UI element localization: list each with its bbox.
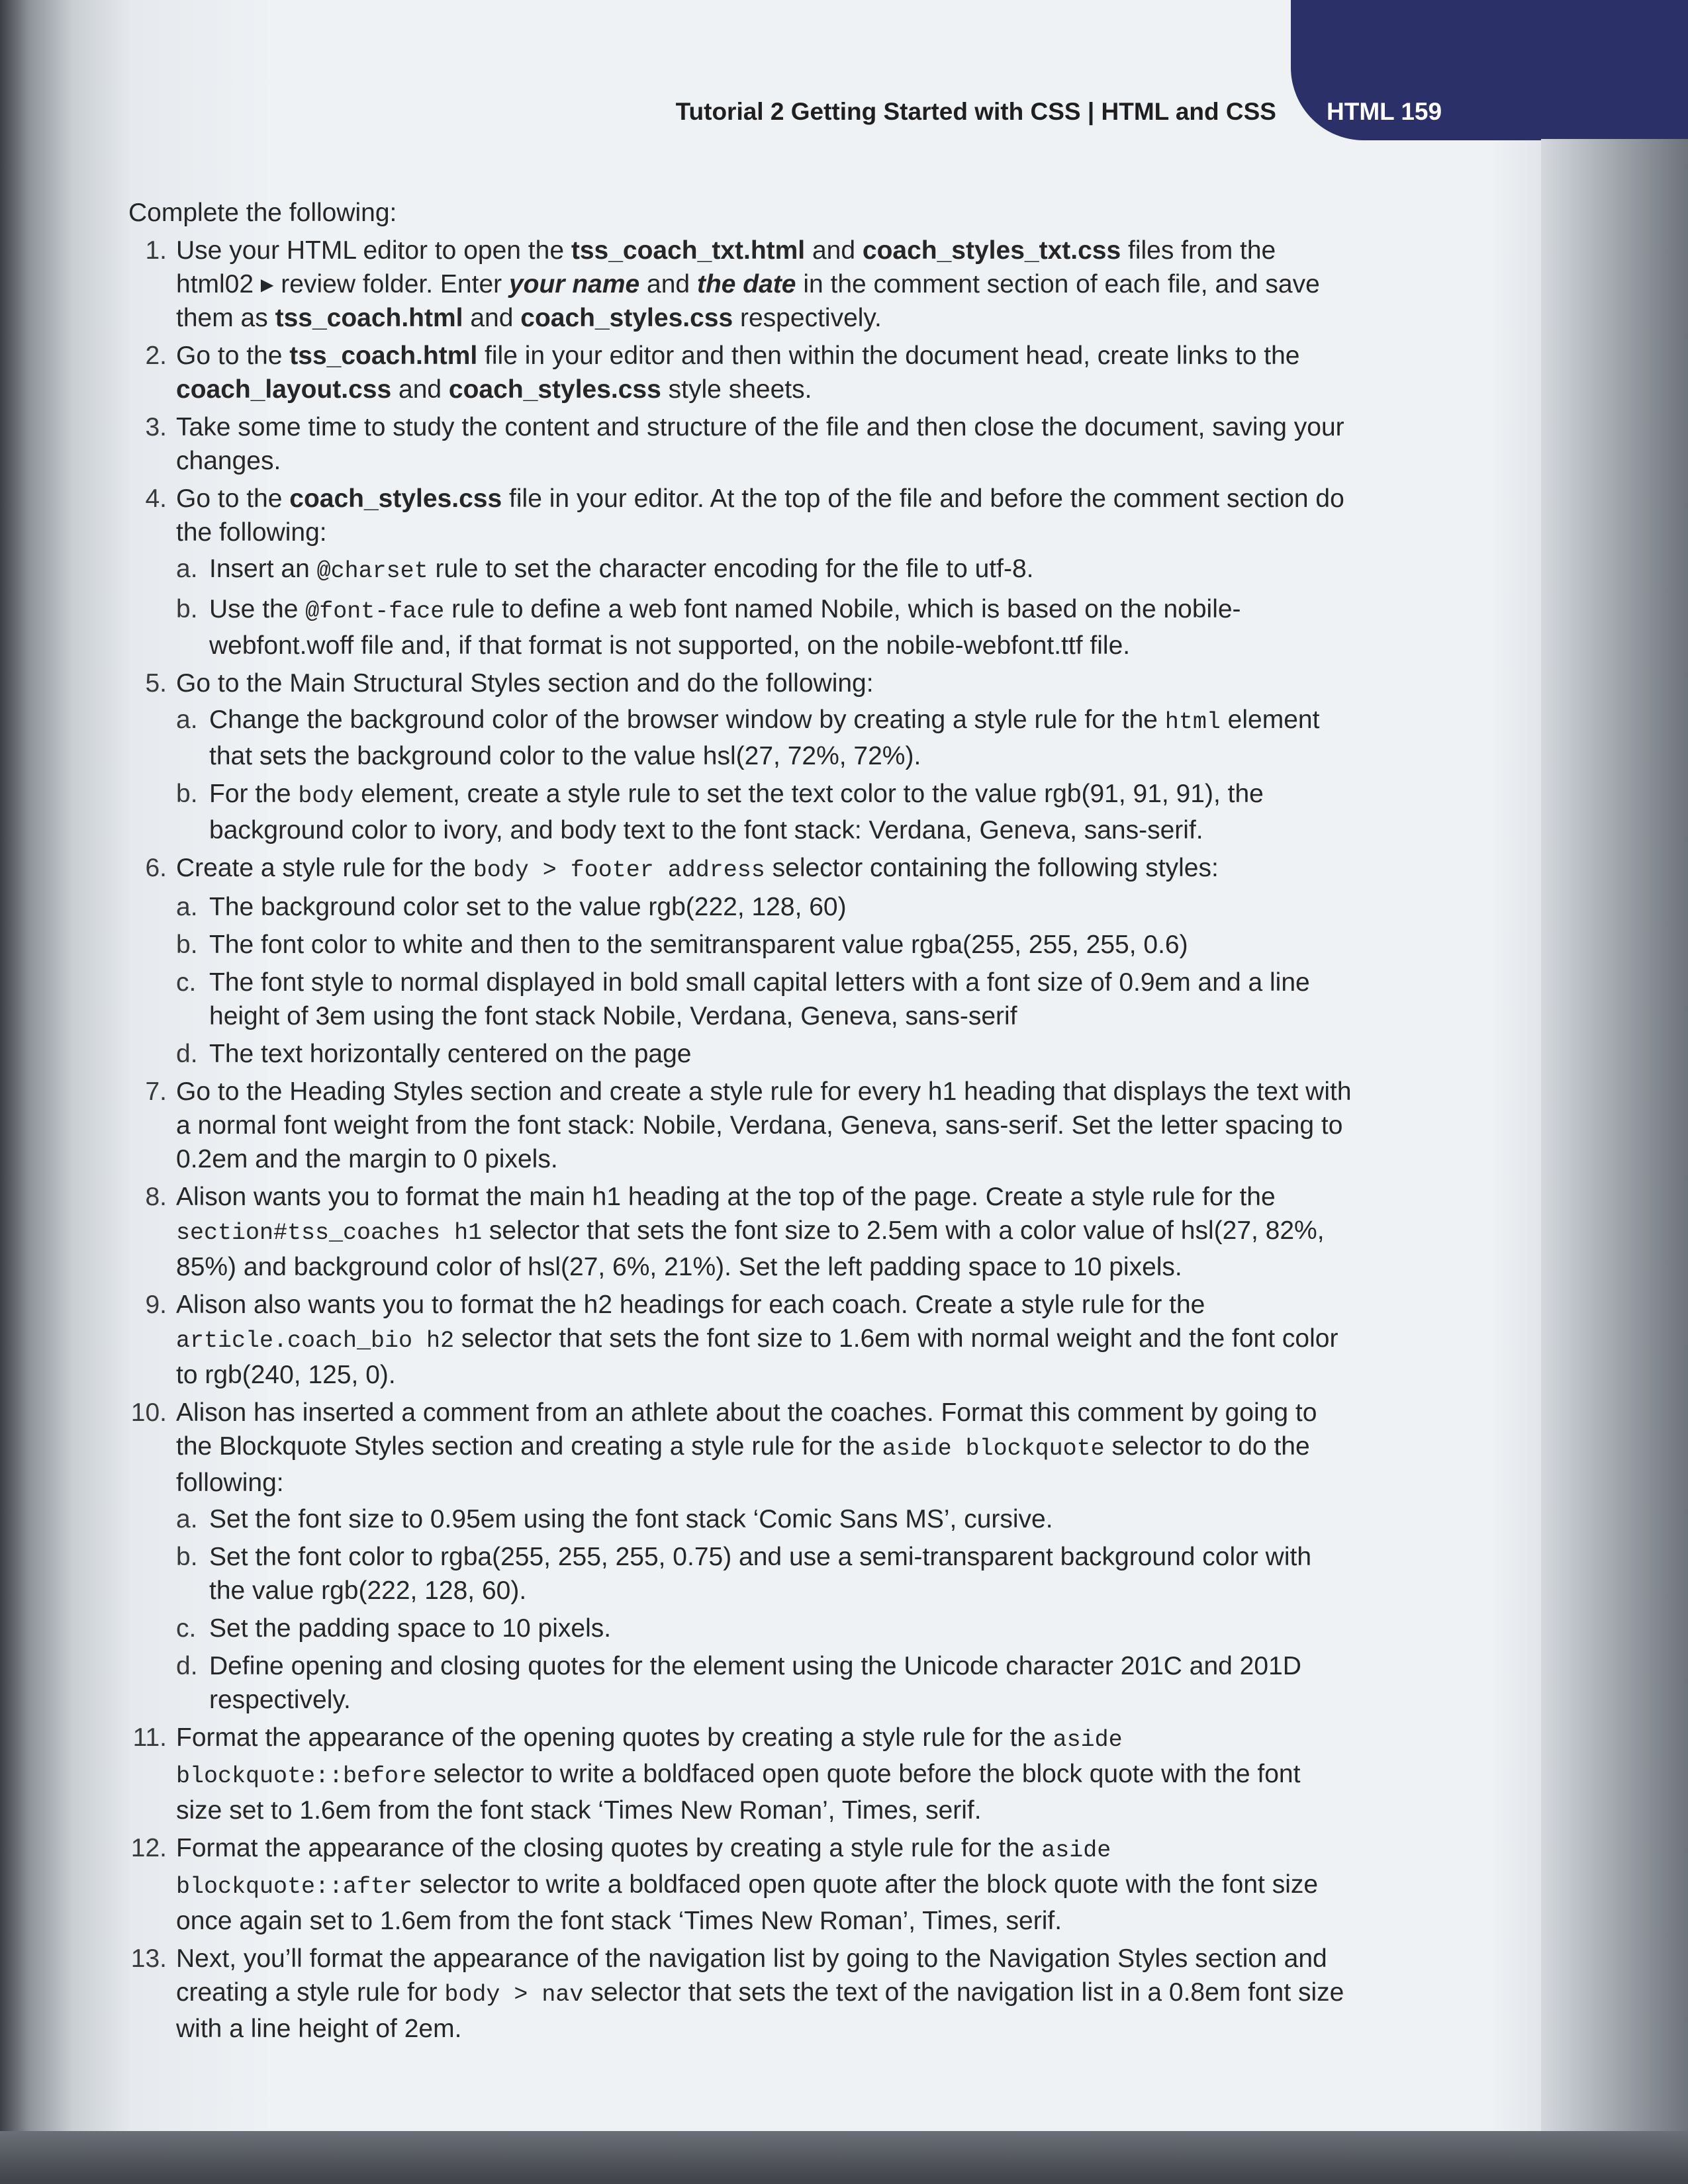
text-fragment: The text horizontally centered on the page: [209, 1040, 692, 1068]
emphasis-fragment: the date: [696, 270, 796, 298]
gutter-tab-edge: [1541, 0, 1688, 139]
step-item: [128, 482, 1353, 662]
code-fragment: aside blockquote::before: [176, 1727, 1123, 1790]
step-number: 8.: [145, 1183, 167, 1211]
step-item: [128, 1831, 1353, 1938]
substep-letter: a.: [176, 893, 198, 921]
substep-letter: d.: [176, 1040, 198, 1068]
code-fragment: body > footer address: [473, 857, 765, 884]
substep-item: [176, 1540, 1353, 1608]
step-text: [176, 1942, 1353, 2046]
emphasis-fragment: coach_styles_txt.css: [862, 236, 1121, 265]
substep-letter: a.: [176, 555, 198, 583]
substep-text: [209, 890, 1353, 924]
step-text: [176, 339, 1353, 406]
step-text: [176, 1721, 1353, 1827]
substep-item: [176, 890, 1353, 924]
step-item: [128, 666, 1353, 847]
step-number: 9.: [145, 1291, 167, 1319]
emphasis-fragment: coach_styles.css: [289, 484, 502, 513]
step-text: [176, 410, 1353, 478]
text-fragment: selector that sets the font size to 2.5em with a color value of hsl(27, 82%, 85%) and background color of hsl(27, 6%, 21%). Set the left padding space to 10 pixels.: [176, 1216, 1325, 1281]
emphasis-fragment: your name: [508, 270, 640, 298]
step-text: [176, 666, 1353, 700]
intro-text: Complete the following:: [128, 199, 397, 227]
text-fragment: Go to the Heading Styles section and create a style rule for every h1 heading that displays the text with a normal font weight from the font stack: Nobile, Verdana, Geneva, sans-serif. Set the letter spacing to 0.2em and the margin to 0 pixels.: [176, 1077, 1352, 1173]
substep-text: [209, 552, 1353, 588]
substep-text: [209, 928, 1353, 962]
text-fragment: selector to do the following:: [176, 1432, 1310, 1497]
substep-letter: a.: [176, 1505, 198, 1533]
text-fragment: selector containing the following styles:: [765, 854, 1219, 882]
substep-text: [209, 777, 1353, 847]
text-fragment: The font color to white and then to the semitransparent value rgba(255, 255, 255, 0.6): [209, 931, 1188, 959]
text-fragment: Go to the: [176, 341, 290, 370]
text-fragment: file in your editor. At the top of the file and before the comment section do the following:: [176, 484, 1344, 547]
substep-letter: b.: [176, 1543, 198, 1571]
text-fragment: The background color set to the value rgb(222, 128, 60): [209, 893, 847, 921]
step-number: 13.: [130, 1944, 167, 1973]
text-fragment: The font style to normal displayed in bold small capital letters with a font size of 0.9em and a line height of 3em using the font stack Nobile, Verdana, Geneva, sans-serif: [209, 968, 1310, 1030]
code-fragment: aside blockquote::after: [176, 1837, 1111, 1900]
text-fragment: Alison has inserted a comment from an athlete about the coaches. Format this comment by going to the Blockquote Styles section and creating a style rule for the: [176, 1398, 1317, 1461]
step-text: [176, 1396, 1353, 1500]
text-fragment: For the: [209, 780, 299, 808]
emphasis-fragment: coach_styles.css: [520, 304, 733, 332]
text-fragment: Alison also wants you to format the h2 headings for each coach. Create a style rule for the: [176, 1291, 1205, 1319]
substep-text: [209, 1502, 1353, 1536]
substep-item: [176, 1649, 1353, 1717]
text-fragment: file in your editor and then within the document head, create links to the: [477, 341, 1300, 370]
emphasis-fragment: tss_coach.html: [289, 341, 478, 370]
substep-item: [176, 966, 1353, 1033]
step-text: [176, 1075, 1353, 1176]
substep-item: [176, 1502, 1353, 1536]
text-fragment: in the comment section of each file, and save them as: [176, 270, 1320, 332]
running-header: Tutorial 2 Getting Started with CSS | HTML and CSS: [675, 98, 1276, 125]
step-item: [128, 1942, 1353, 2046]
emphasis-fragment: tss_coach.html: [275, 304, 463, 332]
substep-text: [209, 1037, 1353, 1071]
substep-letter: c.: [176, 968, 197, 997]
substep-text: [209, 703, 1353, 773]
substep-letter: b.: [176, 595, 198, 623]
step-number: 1.: [145, 236, 167, 265]
step-text: [176, 1831, 1353, 1938]
substep-item: [176, 1612, 1353, 1645]
step-number: 10.: [130, 1398, 167, 1427]
step-text: [176, 234, 1353, 335]
code-fragment: section#tss_coaches h1: [176, 1220, 483, 1246]
substep-item: [176, 552, 1353, 588]
text-fragment: respectively.: [733, 304, 882, 332]
step-item: [128, 1288, 1353, 1392]
substep-item: [176, 703, 1353, 773]
substep-letter: c.: [176, 1614, 197, 1643]
step-number: 11.: [132, 1723, 167, 1752]
step-item: [128, 234, 1353, 335]
book-gutter: [1541, 0, 1688, 2184]
substeps-list: [176, 703, 1353, 847]
step-text: [176, 1288, 1353, 1392]
substep-letter: b.: [176, 780, 198, 808]
code-fragment: body > nav: [444, 1981, 584, 2008]
exercise-content: [128, 196, 1353, 2050]
text-fragment: Use the: [209, 595, 306, 623]
substep-letter: a.: [176, 705, 198, 734]
substeps-list: [176, 1502, 1353, 1717]
code-fragment: body: [298, 783, 354, 809]
text-fragment: and: [639, 270, 697, 298]
substep-text: [209, 1540, 1353, 1608]
text-fragment: Set the padding space to 10 pixels.: [209, 1614, 612, 1643]
step-item: [128, 339, 1353, 406]
step-number: 12.: [130, 1834, 167, 1862]
text-fragment: Define opening and closing quotes for the element using the Unicode character 201C and 201D respectively.: [209, 1652, 1301, 1714]
step-number: 7.: [145, 1077, 167, 1106]
substep-text: [209, 1649, 1353, 1717]
text-fragment: Use your HTML editor to open the: [176, 236, 571, 265]
code-fragment: aside blockquote: [882, 1435, 1105, 1462]
substep-item: [176, 592, 1353, 662]
text-fragment: Next, you’ll format the appearance of the navigation list by going to the Navigation Styles section and creating a style rule for: [176, 1944, 1327, 2007]
page-bottom-shadow: [0, 2131, 1688, 2184]
text-fragment: style sheets.: [661, 375, 812, 404]
text-fragment: selector to write a boldfaced open quote before the block quote with the font size set to 1.6em from the font stack ‘Times New Roman’, Times, serif.: [176, 1760, 1301, 1825]
code-fragment: html: [1164, 709, 1221, 735]
code-fragment: @font-face: [305, 598, 445, 625]
text-fragment: element, create a style rule to set the text color to the value rgb(91, 91, 91), the background color to ivory, and body text to the font stack: Verdana, Geneva, sans-serif.: [209, 780, 1264, 844]
substeps-list: [176, 552, 1353, 662]
text-fragment: and: [391, 375, 449, 404]
substep-item: [176, 1037, 1353, 1071]
page-number-label: HTML 159: [1327, 98, 1442, 125]
substeps-list: [176, 890, 1353, 1071]
substep-item: [176, 777, 1353, 847]
substep-item: [176, 928, 1353, 962]
step-item: [128, 1180, 1353, 1284]
substep-text: [209, 966, 1353, 1033]
step-number: 4.: [145, 484, 167, 513]
step-item: [128, 851, 1353, 1071]
text-fragment: and: [463, 304, 521, 332]
step-item: [128, 1721, 1353, 1827]
step-number: 2.: [145, 341, 167, 370]
text-fragment: Create a style rule for the: [176, 854, 473, 882]
step-item: [128, 410, 1353, 478]
emphasis-fragment: tss_coach_txt.html: [571, 236, 806, 265]
text-fragment: Format the appearance of the opening quotes by creating a style rule for the: [176, 1723, 1053, 1752]
text-fragment: selector that sets the font size to 1.6em with normal weight and the font color to rgb(240, 125, 0).: [176, 1324, 1338, 1389]
text-fragment: and: [805, 236, 863, 265]
text-fragment: selector that sets the text of the navigation list in a 0.8em font size with a line height of 2em.: [176, 1978, 1344, 2043]
text-fragment: Format the appearance of the closing quotes by creating a style rule for the: [176, 1834, 1042, 1862]
text-fragment: Set the font color to rgba(255, 255, 255, 0.75) and use a semi-transparent background color with the value rgb(222, 128, 60).: [209, 1543, 1312, 1605]
text-fragment: files from the html02 ▸ review folder. Enter: [176, 236, 1276, 298]
text-fragment: selector to write a boldfaced open quote after the block quote with the font size once again set to 1.6em from the font stack ‘Times New Roman’, Times, serif.: [176, 1870, 1319, 1935]
substep-text: [209, 1612, 1353, 1645]
code-fragment: article.coach_bio h2: [176, 1328, 455, 1354]
step-number: 5.: [145, 669, 167, 698]
step-item: [128, 1396, 1353, 1717]
emphasis-fragment: coach_styles.css: [448, 375, 661, 404]
text-fragment: rule to define a web font named Nobile, which is based on the nobile-webfont.woff file and, if that format is not supported, on the nobile-webfont.ttf file.: [209, 595, 1241, 660]
text-fragment: Go to the: [176, 484, 290, 513]
code-fragment: @charset: [316, 558, 428, 584]
step-text: [176, 482, 1353, 549]
text-fragment: Alison wants you to format the main h1 heading at the top of the page. Create a style rule for the: [176, 1183, 1276, 1211]
text-fragment: Set the font size to 0.95em using the font stack ‘Comic Sans MS’, cursive.: [209, 1505, 1053, 1533]
step-item: [128, 1075, 1353, 1176]
text-fragment: Change the background color of the browser window by creating a style rule for the: [209, 705, 1165, 734]
substep-text: [209, 592, 1353, 662]
text-fragment: element that sets the background color to the value hsl(27, 72%, 72%).: [209, 705, 1320, 770]
step-number: 3.: [145, 413, 167, 441]
text-fragment: rule to set the character encoding for the file to utf-8.: [428, 555, 1034, 583]
substep-letter: b.: [176, 931, 198, 959]
steps-list: [128, 234, 1353, 2046]
text-fragment: Go to the Main Structural Styles section and do the following:: [176, 669, 874, 698]
emphasis-fragment: coach_layout.css: [176, 375, 392, 404]
substep-letter: d.: [176, 1652, 198, 1680]
step-text: [176, 1180, 1353, 1284]
step-text: [176, 851, 1353, 887]
step-number: 6.: [145, 854, 167, 882]
text-fragment: Insert an: [209, 555, 317, 583]
text-fragment: Take some time to study the content and structure of the file and then close the document, saving your changes.: [176, 413, 1344, 475]
